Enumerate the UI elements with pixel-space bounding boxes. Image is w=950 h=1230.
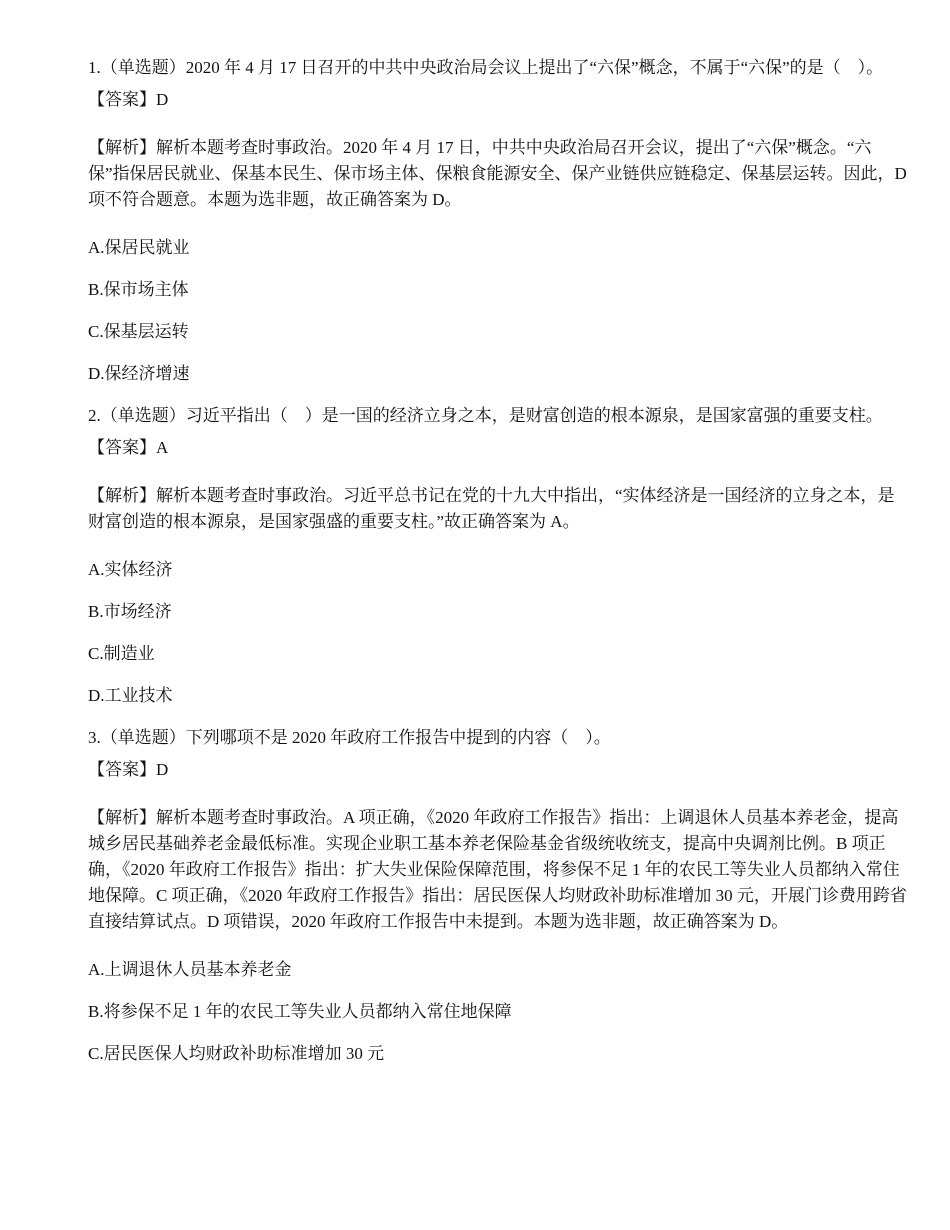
analysis-paragraph: 【解析】解析本题考查时事政治。习近平总书记在党的十九大中指出，“实体经济是一国经济的立身之本，是财富创造的根本源泉，是国家强盛的重要支柱。”故正确答案为 A。 [88,486,895,531]
question-text: 1.（单选题）2020 年 4 月 17 日召开的中共中央政治局会议上提出了“六保”概念，不属于“六保”的是（ ）。 [88,58,884,77]
option-list [88,957,908,1067]
answer-line: 【答案】D [88,90,169,109]
question-1 [88,55,908,387]
question-2 [88,403,908,709]
option-a: A.实体经济 [88,560,173,579]
answer-line: 【答案】A [88,438,169,457]
option-c: C.保基层运转 [88,322,189,341]
option-c: C.制造业 [88,644,155,663]
option-b: B.市场经济 [88,602,172,621]
question-3 [88,725,908,1067]
option-a: A.保居民就业 [88,238,190,257]
option-list [88,235,908,387]
question-text: 3.（单选题）下列哪项不是 2020 年政府工作报告中提到的内容（ ）。 [88,728,611,747]
option-d: D.保经济增速 [88,364,190,383]
option-a: A.上调退休人员基本养老金 [88,960,292,979]
option-d: D.工业技术 [88,686,173,705]
option-b: B.将参保不足 1 年的农民工等失业人员都纳入常住地保障 [88,1002,512,1021]
answer-line: 【答案】D [88,760,169,779]
analysis-paragraph: 【解析】解析本题考查时事政治。A 项正确，《2020 年政府工作报告》指出：上调退休人员基本养老金，提高城乡居民基础养老金最低标准。实现企业职工基本养老保险基金省级统收统支，提高中央调剂比例。B 项正确，《2020 年政府工作报告》指出：扩大失业保险保障范围，将参保不足 1 年的农民工等失业人员都纳入常住地保障。C 项正确，《2020 年政府工作报告》指出：居民医保人均财政补助标准增加 30 元，开展门诊费用跨省直接结算试点。D 项错误，2020 年政府工作报告中未提到。本题为选非题，故正确答案为 D。 [88,808,907,931]
question-text: 2.（单选题）习近平指出（ ）是一国的经济立身之本，是财富创造的根本源泉，是国家富强的重要支柱。 [88,406,883,425]
option-list [88,557,908,709]
option-b: B.保市场主体 [88,280,189,299]
analysis-paragraph: 【解析】解析本题考查时事政治。2020 年 4 月 17 日，中共中央政治局召开会议，提出了“六保”概念。“六保”指保居民就业、保基本民生、保市场主体、保粮食能源安全、保产业链供应链稳定、保基层运转。因此，D 项不符合题意。本题为选非题，故正确答案为 D。 [88,138,907,209]
option-c: C.居民医保人均财政补助标准增加 30 元 [88,1044,385,1063]
